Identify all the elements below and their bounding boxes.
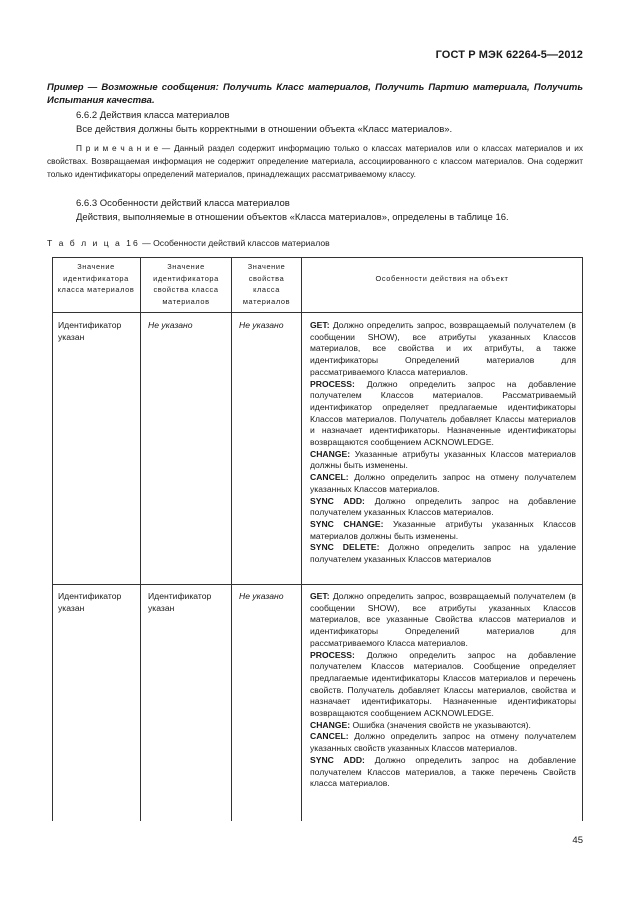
table-header-cell: Значение идентификатора свойства класса материалов xyxy=(153,262,219,307)
table-divider xyxy=(231,257,232,821)
section-6-6-3-text: Действия, выполняемые в отношении объектов «Класса материалов», определены в таблице 16. xyxy=(76,212,509,223)
action-item xyxy=(310,650,576,720)
action-verb: CANCEL: xyxy=(310,472,349,483)
action-verb: SYNC DELETE: xyxy=(310,542,380,553)
note-paragraph xyxy=(47,142,583,180)
action-text: Указанные атрибуты указанных Классов материалов должны быть изменены. xyxy=(310,518,576,541)
table-divider xyxy=(301,257,302,821)
section-6-6-2-title: 6.6.2 Действия класса материалов xyxy=(76,110,230,121)
table-header-cell: Особенности действия на объект xyxy=(375,274,509,283)
note-label: П р и м е ч а н и е xyxy=(76,143,159,153)
table-cell: Идентификатор указан xyxy=(58,591,122,613)
action-item xyxy=(310,472,576,495)
table-cell: Не указано xyxy=(239,320,284,330)
action-item xyxy=(310,591,576,650)
action-item xyxy=(310,449,576,472)
table-border-right xyxy=(582,257,583,821)
action-item xyxy=(310,720,576,732)
page-number: 45 xyxy=(572,835,583,846)
action-text: Должно определить запрос, возвращаемый получателем (в сообщении SHOW), все атрибуты указанных Классов материалов, все свойства и их атрибуты, а также идентификаторы Определений материалов для рассматриваемого Класса материалов. xyxy=(310,320,576,377)
action-verb: GET: xyxy=(310,591,330,601)
action-item xyxy=(310,755,576,790)
table-cell: Идентификатор указан xyxy=(58,320,122,342)
table-cell: Не указано xyxy=(239,591,284,601)
table-16 xyxy=(52,257,583,821)
table-caption-text: — Особенности действий классов материалов xyxy=(139,238,330,248)
action-verb: PROCESS: xyxy=(310,649,355,660)
section-6-6-3-title: 6.6.3 Особенности действий класса материалов xyxy=(76,198,290,209)
action-item xyxy=(310,542,576,565)
action-item xyxy=(310,496,576,519)
section-6-6-2-text: Все действия должны быть корректными в отношении объекта «Класс материалов». xyxy=(76,124,453,135)
example-text: Пример — Возможные сообщения: Получить Класс материалов, Получить Партию материала, Получить Испытания качества. xyxy=(47,82,583,106)
action-verb: SYNC CHANGE: xyxy=(310,518,384,529)
action-text: Должно определить запрос, возвращаемый получателем (в сообщении SHOW), все атрибуты указанных Классов материалов, все указанные Свойства классов материалов и идентификаторы Определений материалов для рассматриваемого Класса материалов. xyxy=(310,591,576,648)
action-text: Указанные атрибуты указанных Классов материалов должны быть изменены. xyxy=(310,448,576,471)
note-text: — Данный раздел содержит информацию только о классах материалов или о классах материалов и их свойствах. Возвращаемая информация не содержит определение материала, ассоциированного с классом материалов. Она содержит только идентификаторы определений материалов, принадлежащих рассматриваемому классу. xyxy=(47,143,583,179)
action-verb: CANCEL: xyxy=(310,731,349,742)
table-divider xyxy=(140,257,141,821)
table-header-separator xyxy=(52,312,583,313)
table-actions-cell xyxy=(310,320,576,566)
table-border-top xyxy=(52,257,583,258)
action-text: Должно определить запрос на добавление получателем Классов материалов. Рассматриваемый идентификатор определяет предлагаемые идентификаторы Классов материалов. Получатель добавляет Классы материалов и назначает идентификаторы. Назначенные идентификаторы возвращаются сообщением ACKNOWLEDGE. xyxy=(310,378,576,448)
action-item xyxy=(310,731,576,754)
action-text: Должно определить запрос на добавление получателем Классов материалов, а также перечень Свойств класса материалов. xyxy=(310,754,576,789)
table-header-cell: Значение идентификатора класса материалов xyxy=(57,262,135,295)
action-verb: CHANGE: xyxy=(310,448,351,459)
action-text: Должно определить запрос на отмену получателем указанных Классов материалов. xyxy=(310,472,576,494)
table-cell: Идентификатор указан xyxy=(148,591,212,613)
action-verb: GET: xyxy=(310,320,330,330)
table-header-cell: Значение свойства класса материалов xyxy=(242,262,291,307)
action-item xyxy=(310,519,576,542)
action-text: Должно определить запрос на удаление получателем указанных Классов материалов xyxy=(310,542,576,565)
table-caption-label: Т а б л и ц а 16 xyxy=(47,238,140,248)
action-text: Ошибка (значения свойств не указываются). xyxy=(350,719,531,730)
action-item xyxy=(310,379,576,449)
action-verb: PROCESS: xyxy=(310,378,355,389)
action-text: Должно определить запрос на отмену получателем указанных свойств указанных Классов материалов. xyxy=(310,731,576,754)
action-verb: SYNC ADD: xyxy=(310,754,365,765)
table-border-left xyxy=(52,257,53,821)
table-caption xyxy=(47,238,330,248)
action-verb: CHANGE: xyxy=(310,719,351,730)
action-text: Должно определить запрос на добавление получателем указанных Классов материалов. xyxy=(310,495,576,518)
example-paragraph xyxy=(47,82,583,108)
table-row-separator xyxy=(52,584,583,585)
action-verb: SYNC ADD: xyxy=(310,495,365,506)
document-id: ГОСТ Р МЭК 62264-5—2012 xyxy=(435,49,583,61)
action-text: Должно определить запрос на добавление получателем Классов материалов. Сообщение определяет предлагаемые идентификаторы Классов материалов и перечень свойств. Получатель добавляет Классы материалов, свойства и назначает идентификаторы. Назначенные идентификаторы возвращаются сообщением ACKNOWLEDGE. xyxy=(310,649,576,719)
table-actions-cell xyxy=(310,591,576,790)
table-cell: Не указано xyxy=(148,320,193,330)
action-item xyxy=(310,320,576,379)
